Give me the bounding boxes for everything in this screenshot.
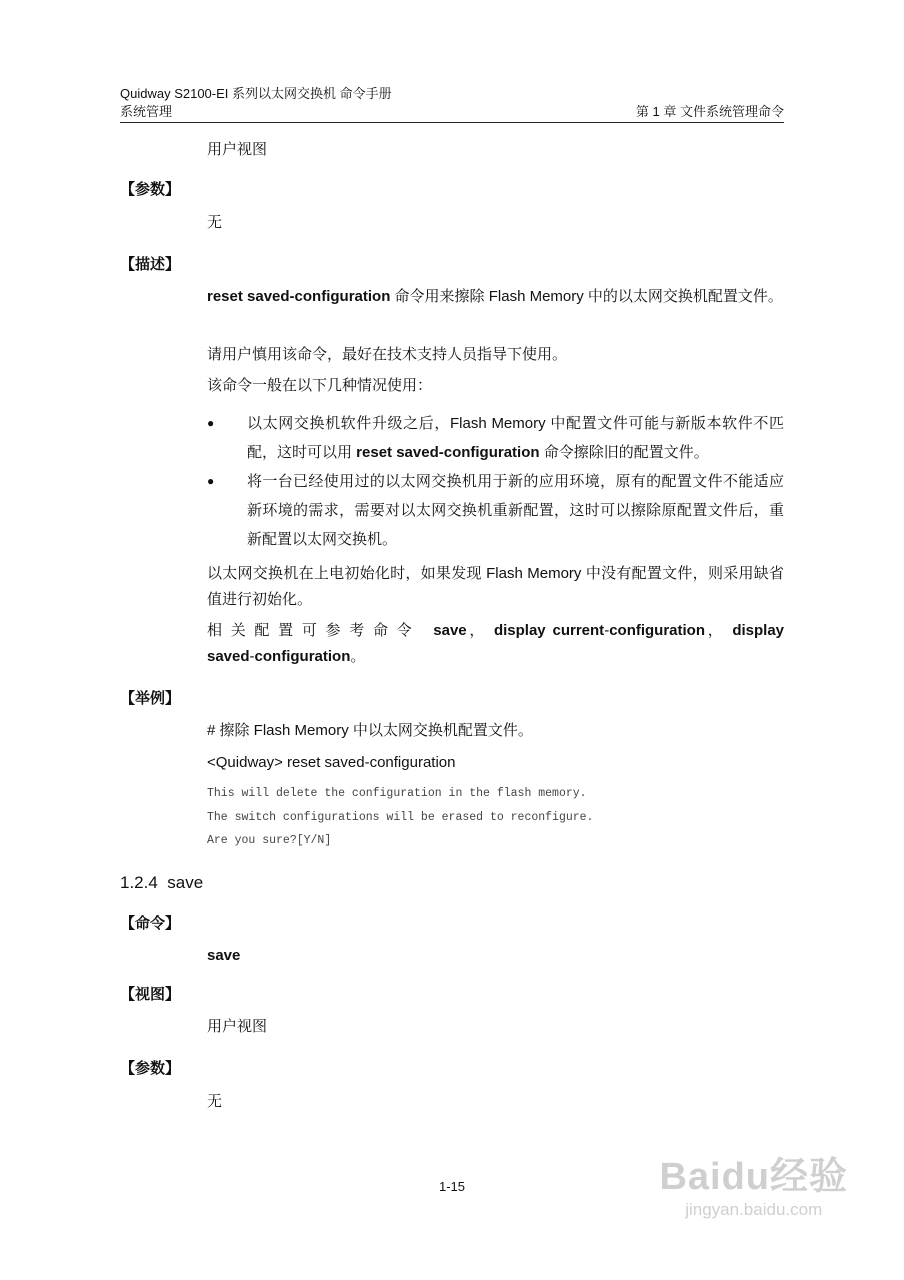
watermark	[659, 1145, 848, 1220]
section-heading	[120, 873, 203, 893]
header-chapter: 第 1 章 文件系统管理命令	[635, 104, 784, 119]
desc-paragraph-5	[207, 618, 784, 670]
desc-paragraph-4: 以太网交换机在上电初始化时，如果发现 Flash Memory 中没有配置文件，则采用缺省值进行初始化。	[207, 565, 784, 608]
watermark-url: jingyan.baidu.com	[685, 1200, 823, 1219]
page-number: 1-15	[438, 1179, 466, 1194]
text: -	[249, 648, 255, 665]
view-value: 用户视图	[207, 1018, 268, 1035]
section-title: save	[167, 873, 204, 892]
watermark-logo: Baidu经验	[659, 1156, 848, 1198]
header-subtitle: 系统管理	[120, 104, 173, 119]
text: 命令擦除旧的配置文件。	[539, 444, 709, 461]
header-title: Quidway S2100-EI 系列以太网交换机 命令手册	[120, 86, 392, 101]
header-rule	[120, 122, 784, 123]
bullet-icon: ●	[207, 474, 215, 488]
output-line: Are you sure?[Y/N]	[207, 834, 332, 847]
view-label: 【视图】	[120, 986, 181, 1003]
desc-label: 【描述】	[120, 256, 181, 273]
text: -	[604, 622, 610, 639]
params-value: 无	[207, 1093, 223, 1110]
command-name: display current	[493, 622, 605, 639]
command-name: display saved	[207, 622, 784, 665]
params-label: 【参数】	[120, 1060, 181, 1077]
desc-paragraph-1	[207, 284, 784, 310]
command-name: reset saved-configuration	[207, 288, 391, 305]
command-value: save	[207, 947, 241, 964]
text: 命令用来擦除 Flash Memory 中的以太网交换机配置文件。	[390, 288, 783, 305]
command-name: configuration	[609, 622, 706, 639]
example-label: 【举例】	[120, 690, 181, 707]
text: ，	[705, 622, 733, 639]
params-label: 【参数】	[120, 181, 181, 198]
view-value: 用户视图	[207, 141, 268, 158]
example-command: <Quidway> reset saved-configuration	[207, 754, 456, 771]
text: ，	[466, 622, 494, 639]
bullet-item-1	[207, 409, 784, 467]
example-comment: # 擦除 Flash Memory 中以太网交换机配置文件。	[207, 722, 533, 739]
output-line: The switch configurations will be erased to reconfigure.	[207, 810, 594, 824]
command-name: configuration	[254, 648, 351, 665]
params-value: 无	[207, 214, 223, 231]
desc-paragraph-3: 该命令一般在以下几种情况使用：	[207, 377, 433, 394]
bullet-item-2	[207, 467, 784, 554]
command-name: save	[433, 622, 467, 639]
bullet-icon: ●	[207, 416, 215, 430]
command-name: reset saved-configuration	[356, 444, 540, 461]
section-number: 1.2.4	[120, 873, 158, 892]
example-output	[207, 782, 593, 853]
text: 以太网交换机软件升级之后，Flash Memory 中配置文件可能与新版本软件不匹配，这时可以用	[247, 415, 784, 461]
output-line: This will delete the configuration in the flash memory.	[207, 787, 587, 800]
text: 将一台已经使用过的以太网交换机用于新的应用环境，原有的配置文件不能适应新环境的需求，需要对以太网交换机重新配置，这时可以擦除原配置文件后，重新配置以太网交换机。	[247, 473, 784, 548]
command-label: 【命令】	[120, 915, 181, 932]
desc-paragraph-2: 请用户慎用该命令，最好在技术支持人员指导下使用。	[207, 346, 568, 363]
text: 相关配置可参考命令	[207, 622, 434, 639]
text: 。	[350, 648, 366, 665]
